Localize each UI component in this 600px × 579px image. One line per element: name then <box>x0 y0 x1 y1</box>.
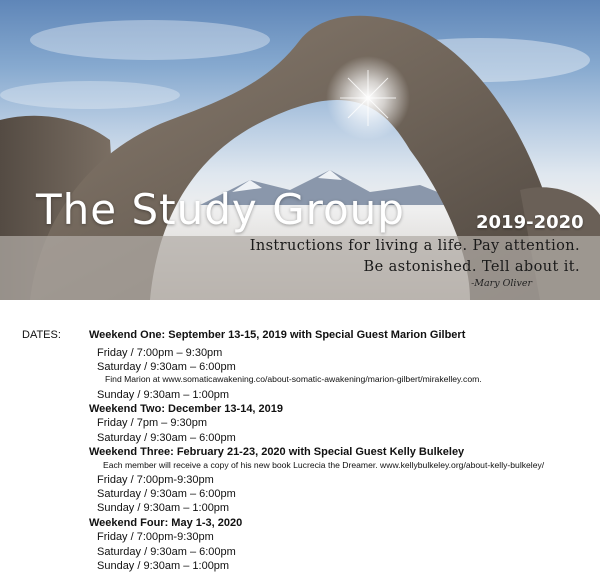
year-label: 2019-2020 <box>476 212 584 233</box>
session-time: Saturday / 9:30am – 6:00pm <box>97 361 236 373</box>
dates-label: DATES: <box>22 329 61 341</box>
weekend-heading: Weekend Four: May 1-3, 2020 <box>89 517 243 529</box>
session-time: Friday / 7:00pm-9:30pm <box>97 531 214 543</box>
guest-note: Find Marion at www.somaticawakening.co/about-somatic-awakening/marion-gilbert/mirakelley.com. <box>105 374 482 384</box>
weekend-heading: Weekend Two: December 13-14, 2019 <box>89 403 284 415</box>
session-time: Friday / 7pm – 9:30pm <box>97 417 208 429</box>
session-time: Sunday / 9:30am – 1:00pm <box>97 502 230 514</box>
session-time: Sunday / 9:30am – 1:00pm <box>97 389 230 401</box>
session-time: Saturday / 9:30am – 6:00pm <box>97 488 236 500</box>
session-time: Sunday / 9:30am – 1:00pm <box>97 560 230 572</box>
session-time: Saturday / 9:30am – 6:00pm <box>97 546 236 558</box>
weekend-heading: Weekend One: September 13-15, 2019 with Special Guest Marion Gilbert <box>89 329 466 341</box>
weekend-heading: Weekend Three: February 21-23, 2020 with Special Guest Kelly Bulkeley <box>89 446 465 458</box>
quote-line-1: Instructions for living a life. Pay attention. <box>249 238 580 254</box>
session-time: Friday / 7:00pm-9:30pm <box>97 474 214 486</box>
quote-line-2: Be astonished. Tell about it. <box>363 259 580 275</box>
quote-author: -Mary Oliver <box>471 278 532 289</box>
page-title: The Study Group <box>36 185 405 234</box>
session-time: Saturday / 9:30am – 6:00pm <box>97 432 236 444</box>
guest-note: Each member will receive a copy of his new book Lucrecia the Dreamer. www.kellybulkeley.org/about-kelly-bulkeley/ <box>103 460 545 470</box>
session-time: Friday / 7:00pm – 9:30pm <box>97 347 223 359</box>
